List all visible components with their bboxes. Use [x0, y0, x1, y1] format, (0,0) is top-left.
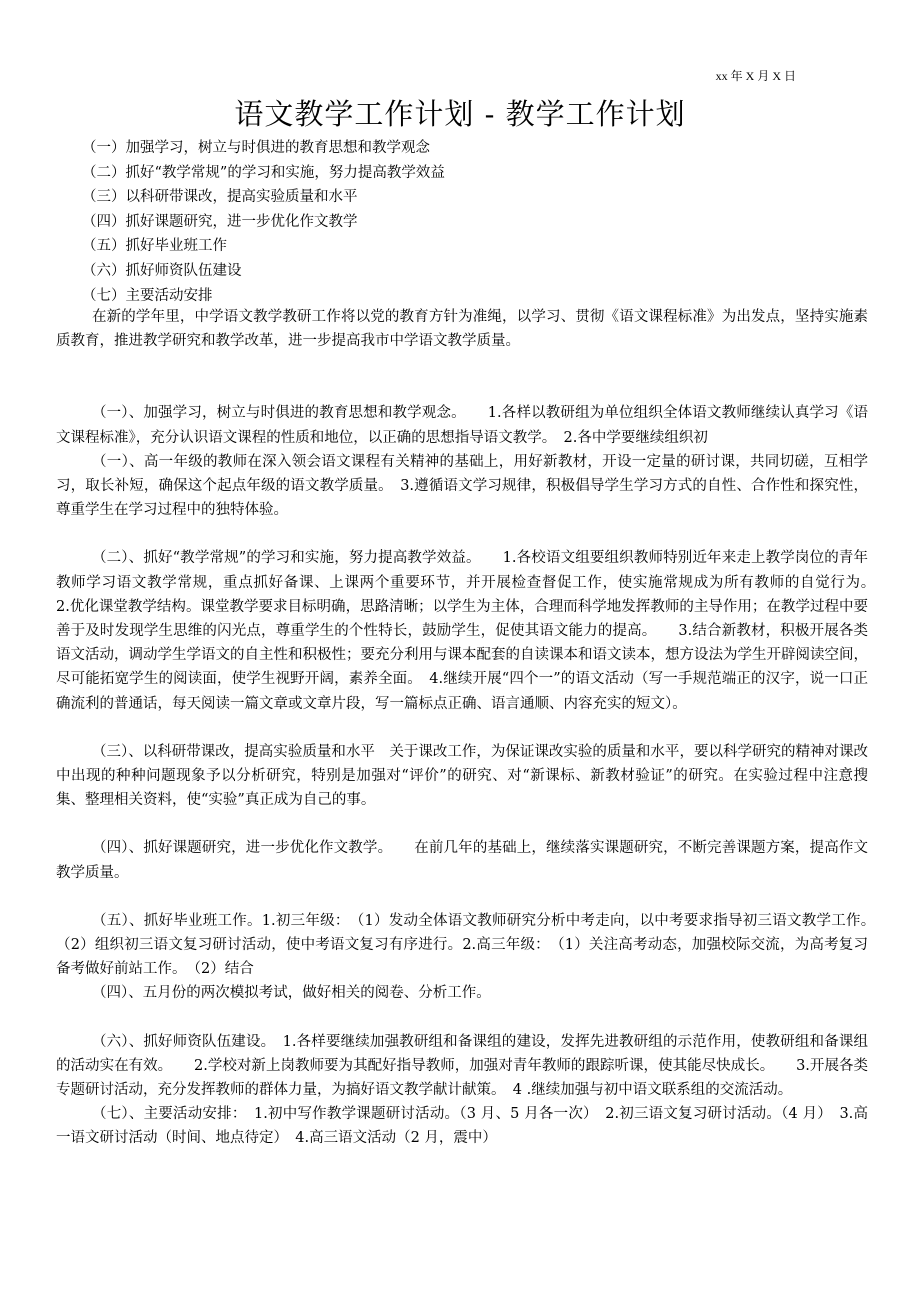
section-7-paragraph: （七）、主要活动安排： 1.初中写作教学课题研讨活动。（3 月、5 月各一次） 2.初三语文复习研讨活动。（4 月） 3.高一语文研讨活动（时间、地点待定） 4.高三语文活动（2 月，震中） — [56, 1106, 868, 1147]
outline-item: （三）以科研带课改，提高实验质量和水平 — [82, 189, 358, 206]
section-6-paragraph: （六）、抓好师资队伍建设。 1.各样要继续加强教研组和备课组的建设，发挥先进教研组的示范作用，使教研组和备课组的活动实在有效。 2.学校对新上岗教师要为其配好指导教师，加强对青年教师的跟踪听课，使其能尽快成长。 3.开展各类专题研讨活动，充分发挥教师的群体力量，为搞好语文教学献计献策。 4 .继续加强与初中语文联系组的交流活动。 — [56, 1033, 868, 1099]
document-date: xx 年 X 月 X 日 — [715, 69, 796, 83]
section-3-paragraph: （三）、以科研带课改，提高实验质量和水平 关于课改工作，为保证课改实验的质量和水平，要以科学研究的精神对课改中出现的种种问题现象予以分析研究，特别是加强对“评价”的研究、对“新课标、新教材验证”的研究。在实验过程中注意搜集、整理相关资料，使“实验”真正成为自己的事。 — [56, 743, 868, 809]
intro-paragraph: 在新的学年里，中学语文教学教研工作将以党的教育方针为准绳，以学习、贯彻《语文课程标准》为出发点，坚持实施素质教育，推进教学研究和教学改革，进一步提高我市中学语文教学质量。 — [56, 309, 868, 350]
outline-item: （四）抓好课题研究，进一步优化作文教学 — [82, 213, 358, 230]
outline-item: （二）抓好“教学常规”的学习和实施，努力提高教学效益 — [82, 164, 445, 181]
section-1-paragraph: （一）、加强学习，树立与时俱进的教育思想和教学观念。 1.各样以教研组为单位组织全体语文教师继续认真学习《语文课程标准》，充分认识语文课程的性质和地位，以正确的思想指导语文教学。 2.各中学要继续组织初 — [56, 405, 868, 446]
outline-item: （五）抓好毕业班工作 — [82, 238, 227, 255]
document-body — [56, 305, 897, 1151]
section-1-continued-paragraph: （一）、高一年级的教师在深入领会语文课程有关精神的基础上，用好新教材，开设一定量的研讨课，共同切磋，互相学习，取长补短，确保这个起点年级的语文教学质量。 3.遵循语文学习规律，积极倡导学生学习方式的自性、合作性和探究性，尊重学生在学习过程中的独特体验。 — [56, 453, 868, 519]
section-5-paragraph: （五）、抓好毕业班工作。1.初三年级： （1）发动全体语文教师研究分析中考走向，以中考要求指导初三语文教学工作。 （2）组织初三语文复习研讨活动，使中考语文复习有序进行。2.高三年级： （1）关注高考动态，加强校际交流，为高考复习备考做好前站工作。 （2）结合 — [56, 912, 883, 978]
outline-item: （六）抓好师资队伍建设 — [82, 262, 242, 279]
section-5-continued-paragraph: （四）、五月份的两次模拟考试，做好相关的阅卷、分析工作。 — [92, 985, 491, 1002]
outline-item: （一）加强学习，树立与时俱进的教育思想和教学观念 — [82, 140, 430, 156]
outline-item: （七）主要活动安排 — [82, 287, 213, 304]
outline-list — [82, 136, 445, 308]
section-4-paragraph: （四）、抓好课题研究，进一步优化作文教学。 在前几年的基础上，继续落实课题研究，不断完善课题方案，提高作文教学质量。 — [56, 840, 868, 881]
document-title: 语文教学工作计划 - 教学工作计划 — [234, 97, 686, 131]
section-2-paragraph: （二）、抓好“教学常规”的学习和实施，努力提高教学效益。 1.各校语文组要组织教师特别近年来走上教学岗位的青年教师学习语文教学常规，重点抓好备课、上课两个重要环节，并开展检查督促工作，使实施常规成为所有教师的自觉行为。 2.优化课堂教学结构。课堂教学要求目标明确，思路清晰；以学生为主体，合理而科学地发挥教师的主导作用；在教学过程中要善于及时发现学生思维的闪光点，尊重学生的个性特长，鼓励学生，促使其语文能力的提高。 3.结合新教材，积极开展各类语文活动，调动学生学语文的自主性和积极性；要充分利用与课本配套的自读课本和语文读本，想方设法为学生开辟阅读空间，尽可能拓宽学生的阅读面，使学生视野开阔，素养全面。 4.继续开展“四个一”的语文活动（写一手规范端正的汉字，说一口正确流利的普通话，每天阅读一篇文章或文章片段，写一篇标点正确、语言通顺、内容充实的短文）。 — [56, 550, 897, 712]
